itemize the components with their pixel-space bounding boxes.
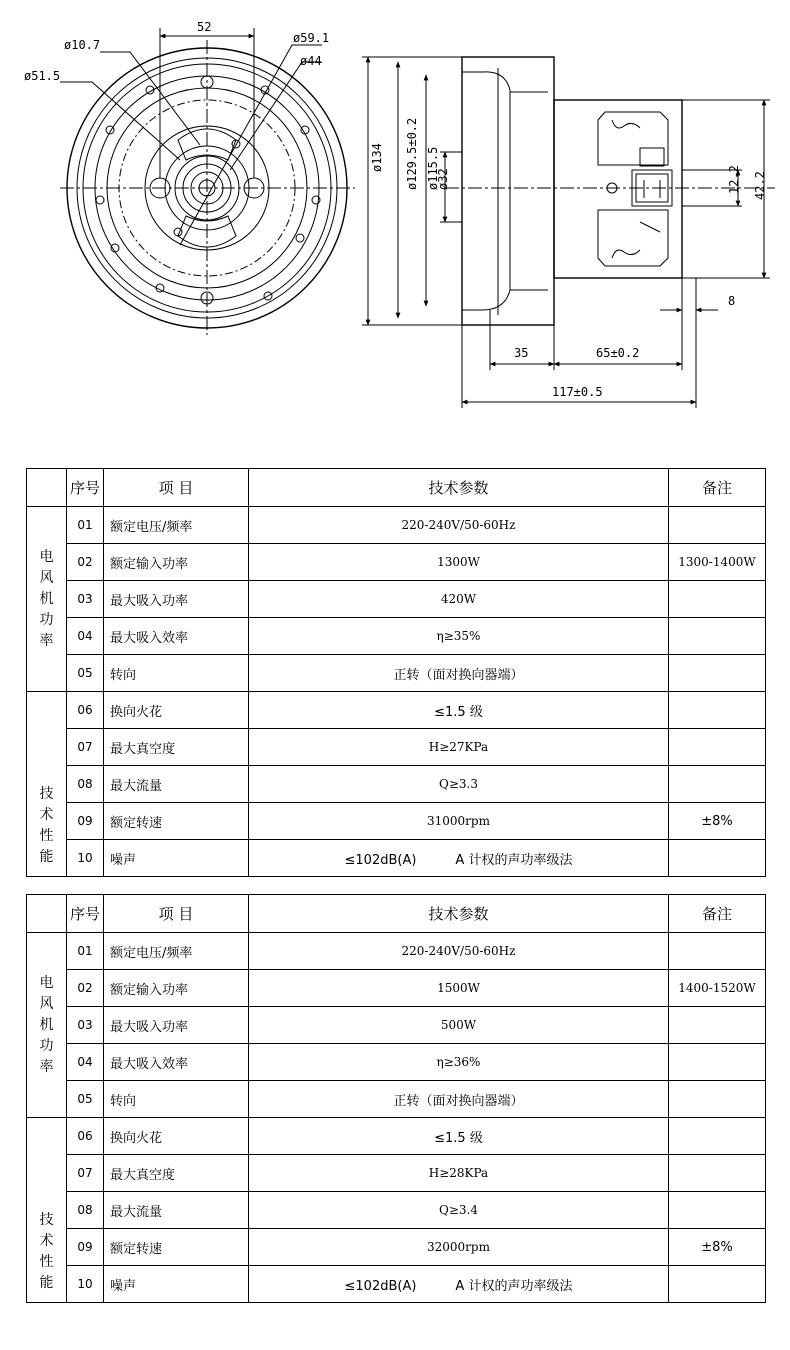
row-note: [669, 507, 766, 544]
row-no: 05: [67, 655, 104, 692]
row-no: 08: [67, 766, 104, 803]
table-row: [27, 1266, 766, 1303]
dim-65-label: 65±0.2: [596, 346, 640, 360]
row-item: 最大吸入效率: [104, 618, 249, 655]
table-row: [27, 1044, 766, 1081]
row-param: 正转（面对换向器端）: [249, 1081, 669, 1118]
row-item: 噪声: [104, 840, 249, 877]
dim-d115-5-label: ø115.5: [426, 146, 440, 190]
row-item: 额定转速: [104, 803, 249, 840]
table-row: [27, 803, 766, 840]
row-item: 最大吸入效率: [104, 1044, 249, 1081]
row-param: ≤102dB(A) A 计权的声功率级法: [249, 840, 669, 877]
row-note: ±8%: [669, 803, 766, 840]
header-param: 技术参数: [249, 469, 669, 507]
row-no: 08: [67, 1192, 104, 1229]
header-no: 序号: [67, 469, 104, 507]
header-item: 项 目: [104, 895, 249, 933]
row-note: [669, 766, 766, 803]
table-row: [27, 544, 766, 581]
row-note: [669, 1007, 766, 1044]
row-note: 1400-1520W: [669, 970, 766, 1007]
dim-35-label: 35: [514, 346, 529, 360]
table-header-row: [27, 469, 766, 507]
row-note: [669, 840, 766, 877]
row-note: [669, 618, 766, 655]
table-row: [27, 840, 766, 877]
row-no: 06: [67, 1118, 104, 1155]
row-item: 换向火花: [104, 1118, 249, 1155]
table-row: [27, 933, 766, 970]
row-item: 最大真空度: [104, 729, 249, 766]
dim-117-label: 117±0.5: [552, 385, 603, 399]
row-note: [669, 1155, 766, 1192]
row-param: Q≥3.4: [249, 1192, 669, 1229]
row-item: 换向火花: [104, 692, 249, 729]
row-param: 220-240V/50-60Hz: [249, 507, 669, 544]
row-param: H≥27KPa: [249, 729, 669, 766]
row-item: 额定电压/频率: [104, 507, 249, 544]
row-note: [669, 1081, 766, 1118]
table-row: [27, 692, 766, 729]
row-no: 09: [67, 803, 104, 840]
row-item: 最大流量: [104, 766, 249, 803]
row-no: 09: [67, 1229, 104, 1266]
header-note: 备注: [669, 895, 766, 933]
row-note: [669, 729, 766, 766]
row-note: [669, 692, 766, 729]
table-row: [27, 1007, 766, 1044]
row-param: 1500W: [249, 970, 669, 1007]
table-row: [27, 1155, 766, 1192]
dim-12-2-label: 12.2: [727, 165, 741, 194]
row-item: 额定输入功率: [104, 544, 249, 581]
dim-52-label: 52: [197, 20, 212, 34]
table-row: [27, 1229, 766, 1266]
table-row: [27, 507, 766, 544]
group-label-motor-power: 电 风 机 功 率: [27, 933, 67, 1118]
row-note: [669, 1192, 766, 1229]
row-param: H≥28KPa: [249, 1155, 669, 1192]
dim-d44-label: ø44: [300, 54, 322, 68]
row-param: ≤1.5 级: [249, 692, 669, 729]
dim-d10-7-label: ø10.7: [64, 38, 101, 52]
row-param: 31000rpm: [249, 803, 669, 840]
row-no: 04: [67, 1044, 104, 1081]
table-row: [27, 729, 766, 766]
dim-8-label: 8: [728, 294, 736, 308]
row-item: 额定输入功率: [104, 970, 249, 1007]
header-blank: [27, 895, 67, 933]
spec-table-2: [26, 894, 766, 1303]
row-note: [669, 1266, 766, 1303]
row-param: Q≥3.3: [249, 766, 669, 803]
row-param: 220-240V/50-60Hz: [249, 933, 669, 970]
row-no: 02: [67, 544, 104, 581]
dim-d59-1-label: ø59.1: [293, 31, 330, 45]
table-row: [27, 766, 766, 803]
dim-d51-5-label: ø51.5: [24, 69, 61, 83]
row-item: 最大吸入功率: [104, 581, 249, 618]
row-param: η≥36%: [249, 1044, 669, 1081]
row-note: [669, 655, 766, 692]
dim-d32-label: ø32: [436, 168, 450, 190]
table-row: [27, 655, 766, 692]
row-item: 额定电压/频率: [104, 933, 249, 970]
row-param: 500W: [249, 1007, 669, 1044]
spec-table-1: [26, 468, 766, 877]
table-row: [27, 1118, 766, 1155]
row-no: 10: [67, 840, 104, 877]
row-no: 10: [67, 1266, 104, 1303]
dim-d129-5-label: ø129.5±0.2: [405, 117, 419, 190]
row-no: 01: [67, 507, 104, 544]
row-no: 06: [67, 692, 104, 729]
row-no: 04: [67, 618, 104, 655]
row-item: 最大流量: [104, 1192, 249, 1229]
header-no: 序号: [67, 895, 104, 933]
row-no: 03: [67, 1007, 104, 1044]
row-no: 01: [67, 933, 104, 970]
row-note: 1300-1400W: [669, 544, 766, 581]
group-label-tech-performance: 技 术 性 能: [27, 692, 67, 877]
header-note: 备注: [669, 469, 766, 507]
table-header-row: [27, 895, 766, 933]
row-item: 最大真空度: [104, 1155, 249, 1192]
row-param: 正转（面对换向器端）: [249, 655, 669, 692]
motor-technical-drawing: [0, 0, 790, 440]
row-note: ±8%: [669, 1229, 766, 1266]
row-note: [669, 1044, 766, 1081]
table-row: [27, 1081, 766, 1118]
row-no: 05: [67, 1081, 104, 1118]
table-row: [27, 581, 766, 618]
row-note: [669, 581, 766, 618]
row-param: 420W: [249, 581, 669, 618]
row-no: 07: [67, 729, 104, 766]
row-param: 32000rpm: [249, 1229, 669, 1266]
row-item: 转向: [104, 1081, 249, 1118]
row-no: 07: [67, 1155, 104, 1192]
row-no: 02: [67, 970, 104, 1007]
dim-d134-label: ø134: [370, 143, 384, 172]
group-label-tech-performance: 技 术 性 能: [27, 1118, 67, 1303]
front-view: [60, 28, 355, 335]
row-item: 额定转速: [104, 1229, 249, 1266]
row-item: 最大吸入功率: [104, 1007, 249, 1044]
row-item: 转向: [104, 655, 249, 692]
row-note: [669, 1118, 766, 1155]
table-row: [27, 970, 766, 1007]
group-label-motor-power: 电 风 机 功 率: [27, 507, 67, 692]
row-param: ≤1.5 级: [249, 1118, 669, 1155]
header-item: 项 目: [104, 469, 249, 507]
table-row: [27, 1192, 766, 1229]
header-blank: [27, 469, 67, 507]
row-param: 1300W: [249, 544, 669, 581]
row-param: ≤102dB(A) A 计权的声功率级法: [249, 1266, 669, 1303]
row-item: 噪声: [104, 1266, 249, 1303]
row-note: [669, 933, 766, 970]
header-param: 技术参数: [249, 895, 669, 933]
table-row: [27, 618, 766, 655]
side-view: [362, 57, 775, 408]
row-no: 03: [67, 581, 104, 618]
row-param: η≥35%: [249, 618, 669, 655]
dim-42-2-label: 42.2: [753, 171, 767, 200]
